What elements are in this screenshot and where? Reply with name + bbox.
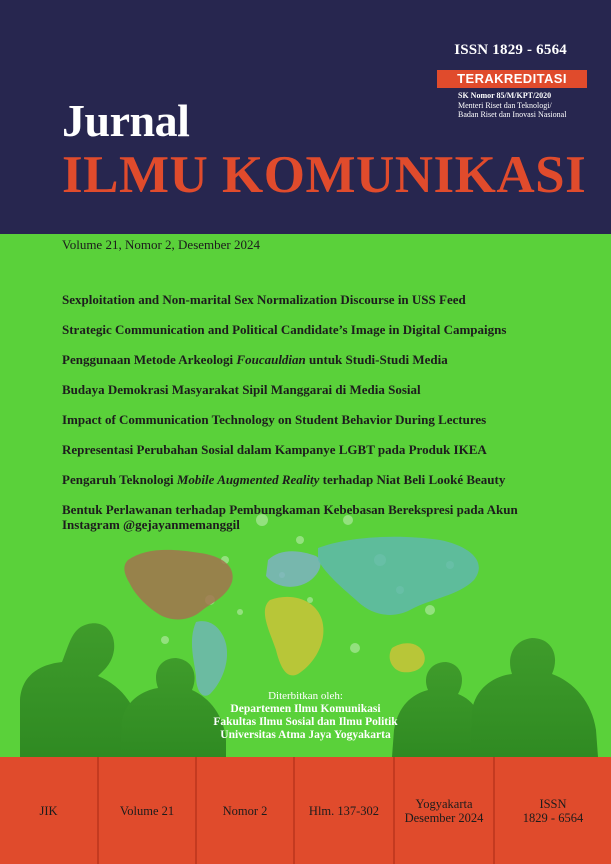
article-title: Penggunaan Metode Arkeologi Foucauldian untuk Studi-Studi Media <box>62 352 448 367</box>
publisher-label: Diterbitkan oleh: <box>268 690 343 702</box>
article-title: Sexploitation and Non-marital Sex Normalization Discourse in USS Feed <box>62 292 466 307</box>
article-title-italic: Foucauldian <box>236 352 306 367</box>
footer-pages: Hlm. 137-302 <box>295 757 395 864</box>
cover-footer <box>0 757 611 864</box>
publisher-department: Departemen Ilmu Komunikasi <box>230 703 381 715</box>
asia-shape <box>318 537 479 615</box>
journal-title-line2: ILMU KOMUNIKASI <box>62 146 587 204</box>
article-title-italic: Mobile Augmented Reality <box>176 472 320 487</box>
sk-issuer-line2: Badan Riset dan Inovasi Nasional <box>458 110 567 119</box>
sk-number: SK Nomor 85/M/KPT/2020 <box>458 91 552 100</box>
footer-issn: ISSN 1829 - 6564 <box>522 796 584 825</box>
publisher-block <box>0 690 611 742</box>
footer-volume: Volume 21 <box>99 757 197 864</box>
issue-info: Volume 21, Nomor 2, Desember 2024 <box>62 237 260 252</box>
australia-shape <box>390 643 425 672</box>
publisher-university: Universitas Atma Jaya Yogyakarta <box>220 729 391 741</box>
africa-shape <box>265 597 324 675</box>
article-title: Bentuk Perlawanan terhadap Pembungkaman Kebebasan Berekspresi pada Akun Instagram @gejayanmemanggil <box>62 502 518 532</box>
article-title: Representasi Perubahan Sosial dalam Kampanye LGBT pada Produk IKEA <box>62 442 487 457</box>
article-title: Pengaruh Teknologi Mobile Augmented Reality terhadap Niat Beli Looké Beauty <box>62 472 506 487</box>
accreditation-badge: TERAKREDITASI <box>437 70 587 88</box>
europe-shape <box>266 551 320 587</box>
footer-place-date: Yogyakarta Desember 2024 <box>395 757 495 864</box>
footer-journal-code: JIK <box>0 757 99 864</box>
article-title: Impact of Communication Technology on Student Behavior During Lectures <box>62 412 487 427</box>
issn-label: ISSN 1829 - 6564 <box>454 42 567 58</box>
publisher-faculty: Fakultas Ilmu Sosial dan Ilmu Politik <box>213 716 398 728</box>
article-title: Budaya Demokrasi Masyarakat Sipil Manggarai di Media Sosial <box>62 382 421 397</box>
south-america-shape <box>192 621 227 696</box>
article-title: Strategic Communication and Political Candidate’s Image in Digital Campaigns <box>62 322 507 337</box>
journal-title-line1: Jurnal <box>62 95 190 146</box>
article-list <box>62 292 532 532</box>
sk-issuer-line1: Menteri Riset dan Teknologi/ <box>458 100 552 110</box>
north-america-shape <box>124 550 232 620</box>
footer-number: Nomor 2 <box>197 757 295 864</box>
